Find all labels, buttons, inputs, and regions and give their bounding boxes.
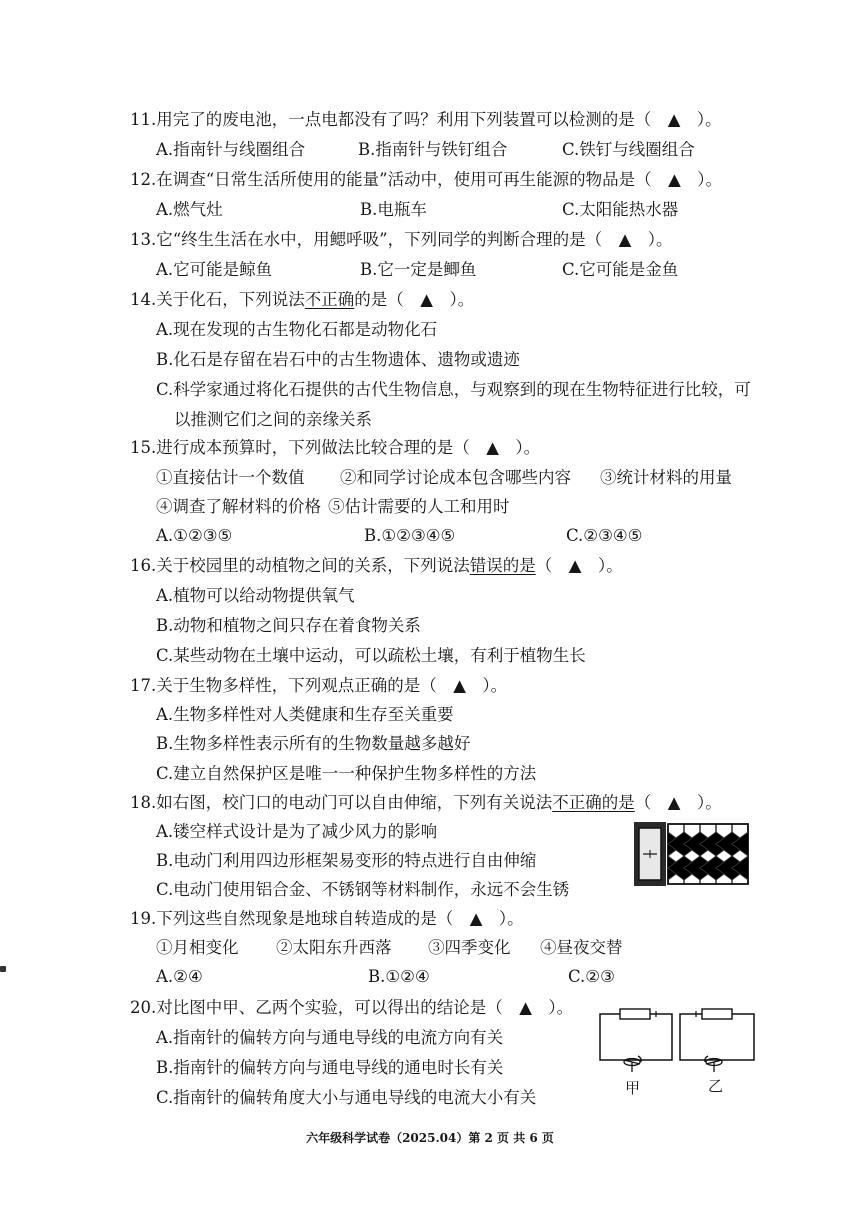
q14-stem-pre: 14.关于化石，下列说法	[130, 290, 305, 309]
q15-item-4: ④调查了解材料的价格	[156, 497, 321, 516]
q12-stem: 12.在调查“日常生活所使用的能量”活动中，使用可再生能源的物品是（ ▲ ）。	[130, 170, 723, 189]
q15-item-3: ③统计材料的用量	[600, 468, 732, 487]
q15-option-a: A.①②③⑤	[156, 526, 233, 545]
q14-stem	[130, 290, 474, 310]
q12-option-a: A.燃气灶	[156, 200, 223, 219]
q18-option-a: A.镂空样式设计是为了减少风力的影响	[156, 822, 438, 841]
q11-stem: 11.用完了的废电池，一点电都没有了吗？利用下列装置可以检测的是（ ▲ ）。	[130, 110, 722, 129]
q13-option-a: A.它可能是鲸鱼	[156, 260, 273, 279]
figure-label-jia: 甲	[625, 1079, 641, 1097]
q15-item-1: ①直接估计一个数值	[156, 468, 305, 487]
q15-option-b: B.①②③④⑤	[364, 526, 456, 545]
q14-option-b: B.化石是存留在岩石中的古生物遗体、遗物或遗迹	[156, 350, 520, 369]
q19-option-c: C.②③	[568, 967, 615, 986]
q12-option-b: B.电瓶车	[360, 200, 427, 219]
q11-option-b: B.指南针与铁钉组合	[358, 140, 508, 159]
q13-stem: 13.它“终生生活在水中，用鳃呼吸”，下列同学的判断合理的是（ ▲ ）。	[130, 230, 673, 249]
margin-mark	[0, 966, 6, 972]
q12-option-c: C.太阳能热水器	[562, 200, 679, 219]
q16-option-c: C.某些动物在土壤中运动，可以疏松土壤，有利于植物生长	[156, 646, 586, 665]
q19-stem: 19.下列这些自然现象是地球自转造成的是（ ▲ ）。	[130, 909, 524, 928]
q16-stem	[130, 556, 623, 576]
q20-stem: 20.对比图中甲、乙两个实验，可以得出的结论是（ ▲ ）。	[130, 998, 574, 1017]
q16-stem-post: （ ▲ ）。	[535, 556, 623, 575]
q17-option-a: A.生物多样性对人类健康和生存至关重要	[156, 705, 454, 724]
q18-option-b: B.电动门利用四边形框架易变形的特点进行自由伸缩	[156, 851, 537, 870]
q18-stem	[130, 793, 722, 813]
q17-option-c: C.建立自然保护区是唯一一种保护生物多样性的方法	[156, 764, 537, 783]
q19-item-2: ②太阳东升西落	[276, 938, 392, 957]
q11-option-c: C.铁钉与线圈组合	[562, 140, 695, 159]
q14-option-a: A.现在发现的古生物化石都是动物化石	[156, 320, 438, 339]
q16-option-b: B.动物和植物之间只存在着食物关系	[156, 616, 421, 635]
q20-option-b: B.指南针的偏转方向与通电导线的通电时长有关	[156, 1058, 504, 1077]
q18-stem-post: （ ▲ ）。	[634, 793, 722, 812]
compass-circuit-figure	[598, 1006, 760, 1102]
q16-stem-pre: 16.关于校园里的动植物之间的关系，下列说法	[130, 556, 470, 575]
q18-stem-pre: 18.如右图，校门口的电动门可以自由伸缩，下列有关说法	[130, 793, 553, 812]
q20-option-a: A.指南针的偏转方向与通电导线的电流方向有关	[156, 1028, 504, 1047]
q18-option-c: C.电动门使用铝合金、不锈钢等材料制作，永远不会生锈	[156, 880, 570, 899]
q18-stem-emphasis: 不正确的是	[552, 793, 635, 812]
q14-stem-post: 的是（ ▲ ）。	[354, 290, 475, 309]
q11-option-a: A.指南针与线圈组合	[156, 140, 306, 159]
q13-option-c: C.它可能是金鱼	[562, 260, 679, 279]
q16-stem-emphasis: 错误的是	[469, 556, 536, 575]
q17-option-b: B.生物多样性表示所有的生物数量越多越好	[156, 734, 471, 753]
q19-option-a: A.②④	[156, 967, 203, 986]
q20-option-c: C.指南针的偏转角度大小与通电导线的电流大小有关	[156, 1088, 537, 1107]
q19-option-b: B.①②④	[368, 967, 430, 986]
q13-option-b: B.它一定是鲫鱼	[360, 260, 477, 279]
q17-stem: 17.关于生物多样性，下列观点正确的是（ ▲ ）。	[130, 676, 508, 695]
page-footer: 六年级科学试卷（2025.04）第 2 页 共 6 页	[306, 1131, 554, 1145]
q14-option-c-line2: 以推测它们之间的亲缘关系	[174, 410, 372, 429]
electric-gate-figure	[632, 818, 750, 888]
q15-option-c: C.②③④⑤	[566, 526, 643, 545]
figure-label-yi: 乙	[708, 1077, 724, 1095]
q15-item-2: ②和同学讨论成本包含哪些内容	[340, 468, 571, 487]
q19-item-4: ④昼夜交替	[540, 938, 623, 957]
q14-stem-emphasis: 不正确	[304, 290, 355, 309]
q14-option-c-line1: C.科学家通过将化石提供的古代生物信息，与观察到的现在生物特征进行比较，可	[156, 380, 751, 399]
q19-item-1: ①月相变化	[156, 938, 239, 957]
q15-item-5: ⑤估计需要的人工和用时	[328, 497, 510, 516]
q16-option-a: A.植物可以给动物提供氧气	[156, 586, 355, 605]
q15-stem: 15.进行成本预算时，下列做法比较合理的是（ ▲ ）。	[130, 438, 541, 457]
q19-item-3: ③四季变化	[428, 938, 511, 957]
